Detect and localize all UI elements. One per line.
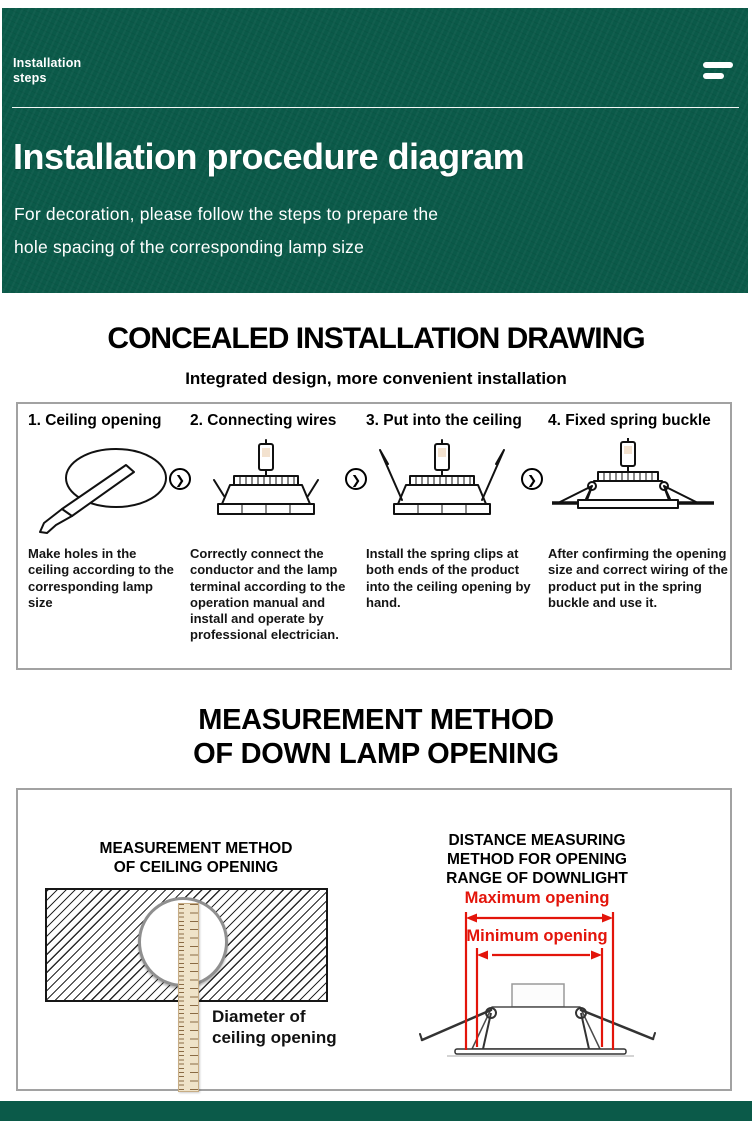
measurement-title-line2: OF DOWN LAMP OPENING — [193, 737, 559, 770]
hero-banner — [2, 8, 748, 293]
hole-cutting-icon — [28, 438, 178, 542]
brand-line1: Installation — [13, 56, 82, 70]
concealed-section-title: CONCEALED INSTALLATION DRAWING — [107, 322, 645, 355]
insert-into-ceiling-icon — [366, 438, 526, 542]
ruler — [178, 903, 199, 1092]
menu-bar-bottom — [703, 73, 724, 79]
diameter-label — [212, 1006, 337, 1048]
hero-divider — [12, 107, 739, 108]
ceiling-opening-heading — [36, 840, 356, 878]
step-4-title: 4. Fixed spring buckle — [548, 412, 711, 429]
step-2-title: 2. Connecting wires — [190, 412, 337, 429]
step-3 — [366, 412, 542, 610]
arrow-right-icon: ❯ — [345, 468, 367, 490]
minimum-opening-label: Minimum opening — [466, 927, 608, 945]
menu-icon[interactable] — [703, 62, 733, 79]
page-subtitle-line2: hole spacing of the corresponding lamp size — [14, 237, 365, 257]
maximum-opening-label: Maximum opening — [464, 889, 610, 907]
arrow-right-icon: ❯ — [521, 468, 543, 490]
downlight-range-heading-line2: METHOD FOR OPENING — [447, 850, 627, 868]
wire-connection-icon — [190, 438, 350, 542]
installation-steps-panel — [16, 402, 732, 670]
ceiling-opening-heading-line2: OF CEILING OPENING — [113, 858, 279, 876]
step-4-description: After confirming the opening size and correct wiring of the product put in the spring buckle and use it. — [548, 546, 728, 610]
step-2-description: Correctly connect the conductor and the lamp terminal according to the operation manual and install and operate by professional electrician. — [190, 546, 346, 643]
arrow-right-icon: ❯ — [169, 468, 191, 490]
brand-label — [13, 56, 81, 86]
diameter-label-line2: ceiling opening — [212, 1028, 337, 1048]
brand-line2: steps — [13, 70, 47, 85]
downlight-range-heading-line3: RANGE OF DOWNLIGHT — [446, 869, 628, 887]
fixed-spring-buckle-icon — [548, 438, 718, 542]
measurement-panel — [16, 788, 732, 1091]
measurement-title-line1: MEASUREMENT METHOD — [198, 704, 554, 736]
footer-strip — [0, 1101, 752, 1121]
page-title: Installation procedure diagram — [13, 136, 525, 177]
menu-bar-top — [703, 62, 733, 68]
measurement-section-title — [0, 704, 752, 771]
downlight-range-heading — [412, 832, 662, 889]
step-1-title: 1. Ceiling opening — [28, 412, 162, 429]
step-3-description: Install the spring clips at both ends of the product into the ceiling opening by hand. — [366, 546, 531, 610]
downlight-range-heading-line1: DISTANCE MEASURING — [448, 832, 626, 849]
diameter-label-line1: Diameter of — [212, 1007, 306, 1026]
ceiling-opening-heading-line1: MEASUREMENT METHOD — [99, 840, 293, 857]
step-4 — [548, 412, 728, 610]
step-1 — [28, 412, 182, 610]
page-subtitle-line1: For decoration, please follow the steps to prepare the — [14, 204, 439, 224]
step-1-description: Make holes in the ceiling according to the corresponding lamp size — [28, 546, 174, 610]
concealed-section-subtitle: Integrated design, more convenient installation — [185, 369, 567, 388]
step-2 — [190, 412, 362, 643]
step-3-title: 3. Put into the ceiling — [366, 412, 522, 429]
